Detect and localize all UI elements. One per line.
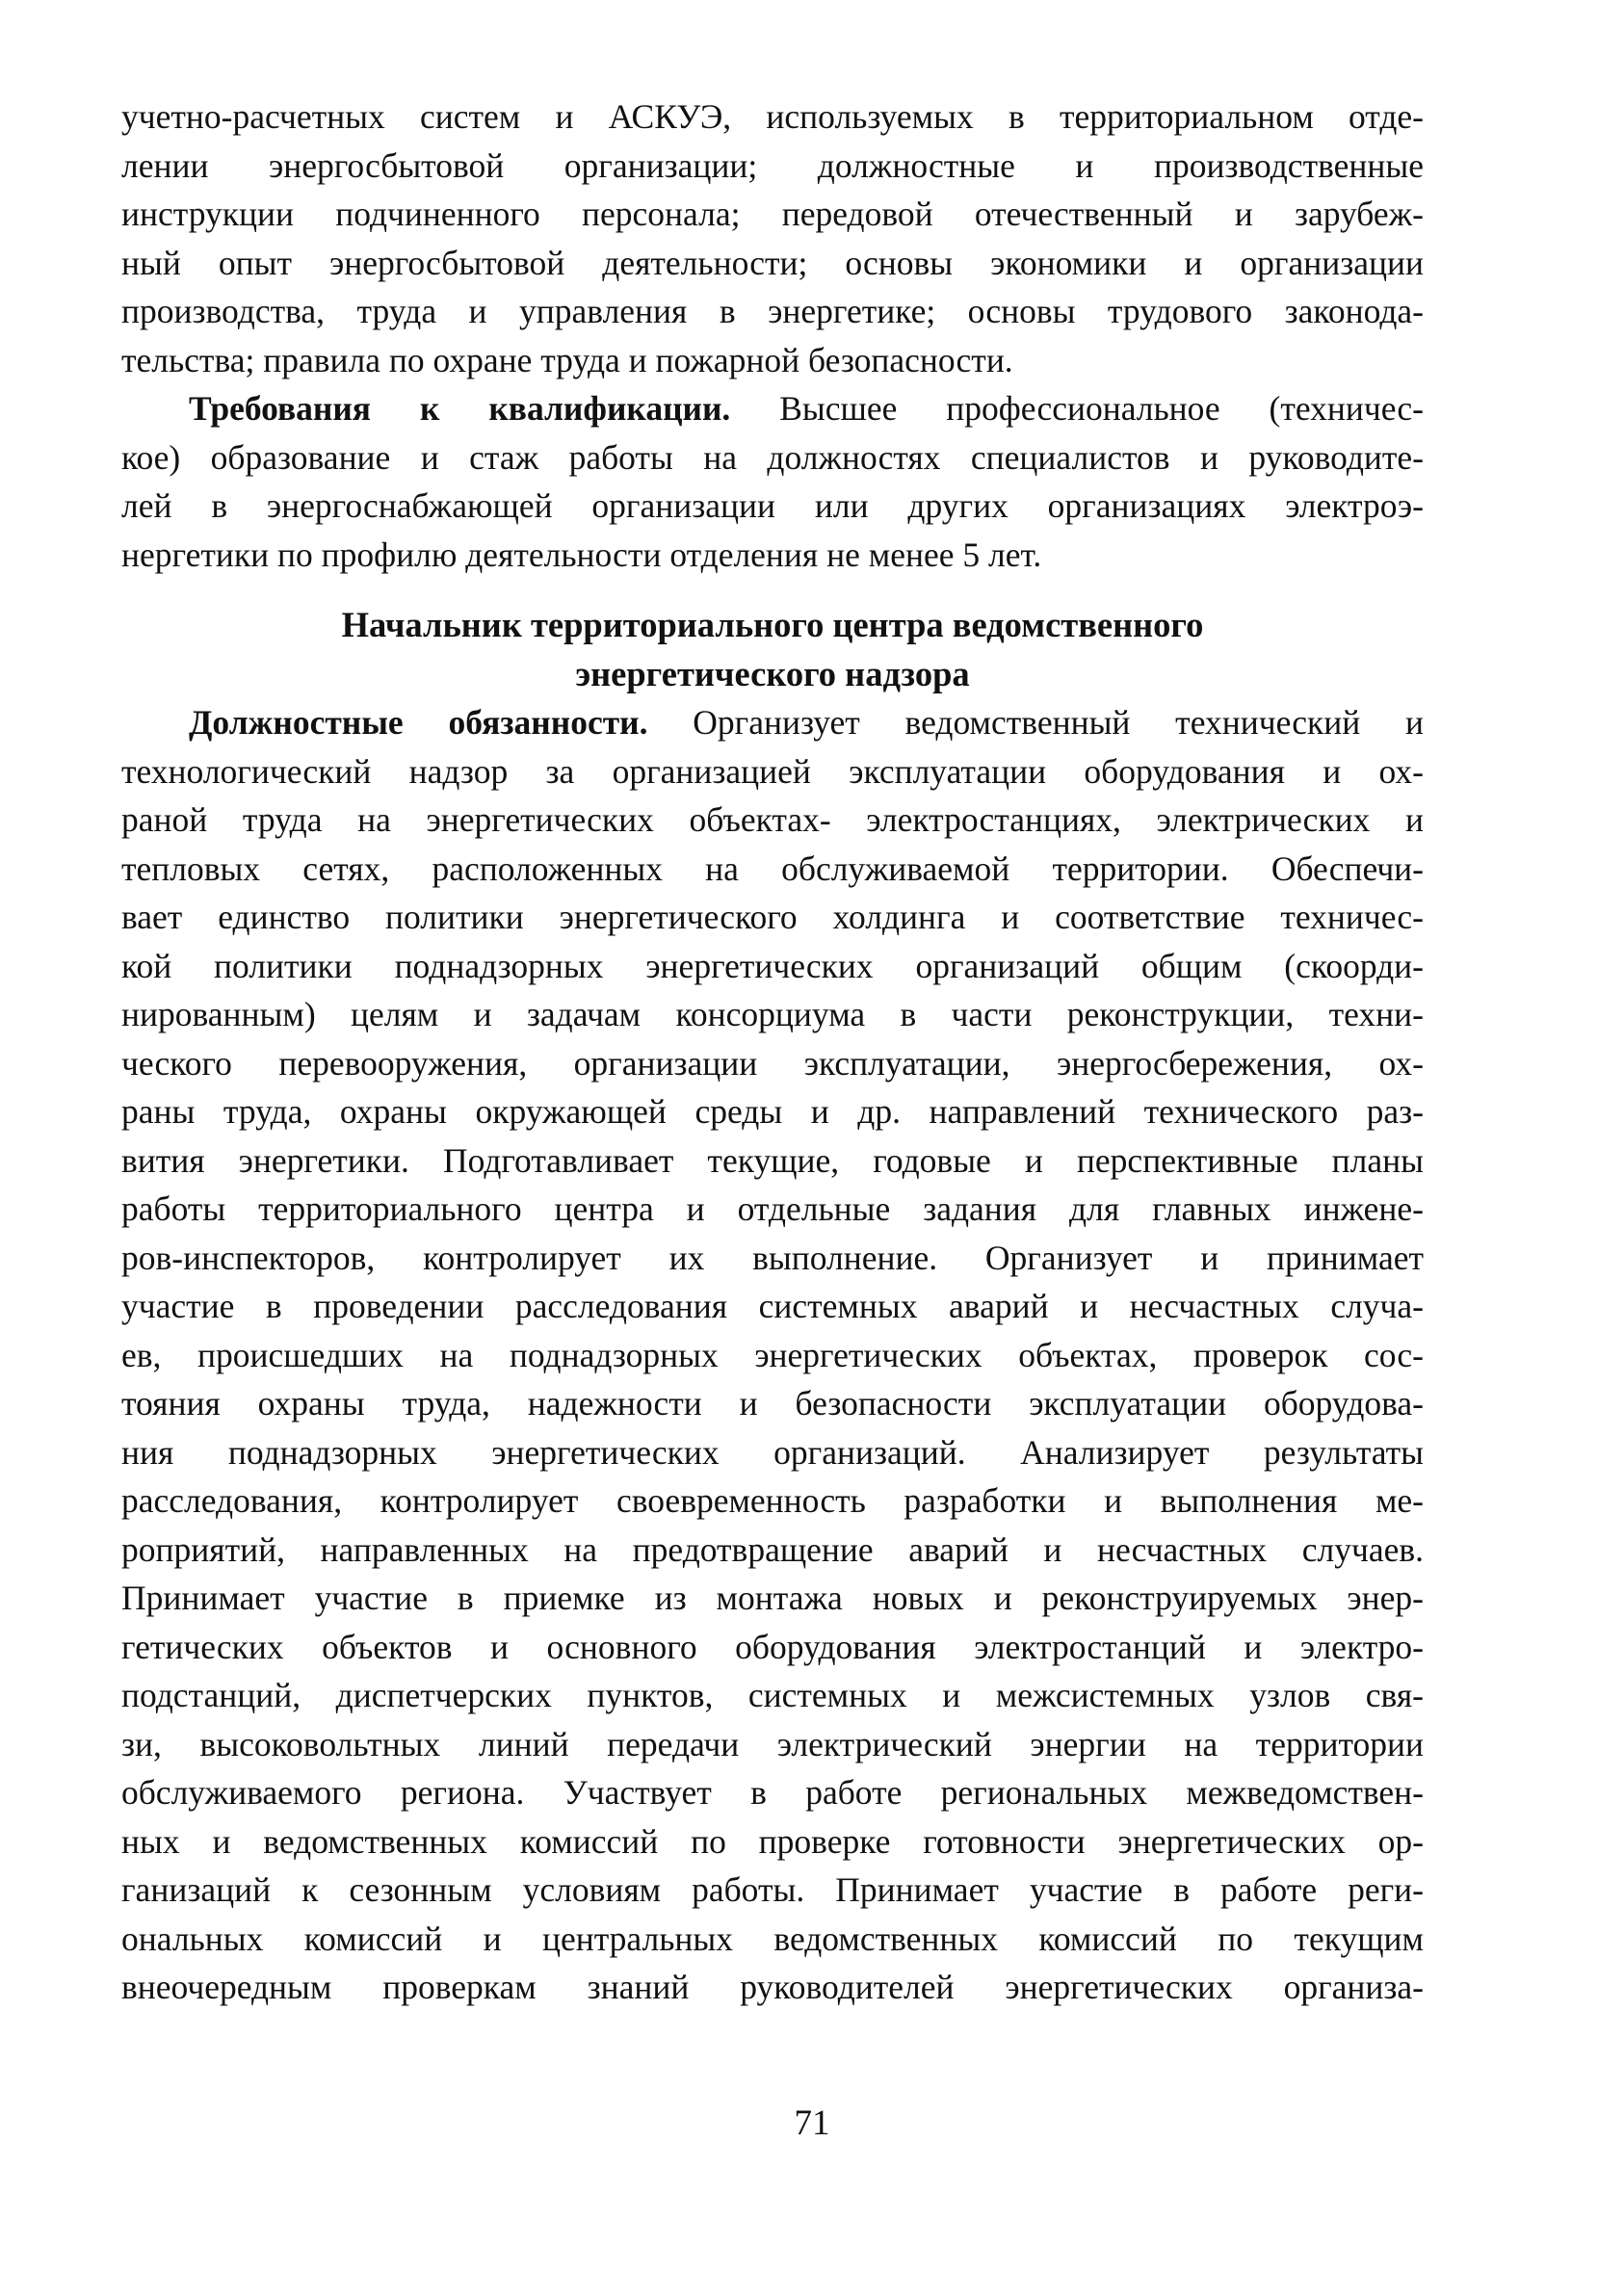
text-line: вает единство политики энергетического холдинга и соответствие техничес- bbox=[121, 898, 1424, 936]
text-line: тепловых сетях, расположенных на обслуживаемой территории. Обеспечи- bbox=[121, 849, 1424, 888]
text-line: внеочередным проверкам знаний руководителей энергетических организа- bbox=[121, 1968, 1424, 2006]
qualification-heading: Требования к квалификации. bbox=[189, 389, 731, 428]
page-number: 71 bbox=[794, 2103, 830, 2143]
text-line: тельства; правила по охране труда и пожарной безопасности. bbox=[121, 340, 1013, 379]
text-line: ров-инспекторов, контролирует их выполнение. Организует и принимает bbox=[121, 1238, 1424, 1277]
text-line: обслуживаемого региона. Участвует в работе региональных межведомствен- bbox=[121, 1773, 1424, 1812]
text-line: зи, высоковольтных линий передачи электрический энергии на территории bbox=[121, 1724, 1424, 1763]
text-line: ческого перевооружения, организации эксплуатации, энергосбережения, ох- bbox=[121, 1043, 1424, 1083]
text-line: технологический надзор за организацией эксплуатации оборудования и ох- bbox=[121, 751, 1424, 791]
text-line: расследования, контролирует своевременность разработки и выполнения ме- bbox=[121, 1481, 1424, 1520]
section-title-line: Начальник территориального центра ведомственного bbox=[341, 605, 1204, 644]
text-line: тояния охраны труда, надежности и безопасности эксплуатации оборудова- bbox=[121, 1384, 1424, 1423]
text-line: ев, происшедших на поднадзорных энергетических объектах, проверок сос- bbox=[121, 1335, 1424, 1374]
text-line: кое) образование и стаж работы на должностях специалистов и руководите- bbox=[121, 437, 1424, 477]
text-fragment: Высшее профессиональное (техничес- bbox=[730, 389, 1424, 428]
text-line: работы территориального центра и отдельные задания для главных инжене- bbox=[121, 1189, 1424, 1228]
text-line: подстанций, диспетчерских пунктов, системных и межсистемных узлов свя- bbox=[121, 1676, 1424, 1714]
text-line: кой политики поднадзорных энергетических организаций общим (скоорди- bbox=[121, 946, 1424, 985]
text-line: раной труда на энергетических объектах- электростанциях, электрических и bbox=[121, 800, 1424, 839]
duties-paragraph bbox=[121, 698, 1424, 2012]
text-line: лении энергосбытовой организации; должностные и производственные bbox=[121, 145, 1424, 185]
text-line: нергетики по профилю деятельности отделения не менее 5 лет. bbox=[121, 535, 1042, 574]
text-line: ональных комиссий и центральных ведомственных комиссий по текущим bbox=[121, 1919, 1424, 1958]
qualification-paragraph bbox=[121, 384, 1424, 579]
text-line: Принимает участие в приемке из монтажа новых и реконструируемых энер- bbox=[121, 1579, 1424, 1617]
text-line: вития энергетики. Подготавливает текущие, годовые и перспективные планы bbox=[121, 1140, 1424, 1180]
text-line: раны труда, охраны окружающей среды и др. направлений технического раз- bbox=[121, 1092, 1424, 1131]
text-line bbox=[121, 384, 1424, 433]
text-line: производства, труда и управления в энергетике; основы трудового законода- bbox=[121, 292, 1424, 330]
text-line: нированным) целям и задачам консорциума в части реконструкции, техни- bbox=[121, 995, 1424, 1033]
text-line: учетно-расчетных систем и АСКУЭ, используемых в территориальном отде- bbox=[121, 97, 1424, 136]
duties-heading: Должностные обязанности. bbox=[189, 703, 648, 742]
text-line: участие в проведении расследования системных аварий и несчастных случа- bbox=[121, 1287, 1424, 1325]
page-body bbox=[121, 92, 1424, 2012]
text-line: гетических объектов и основного оборудования электростанций и электро- bbox=[121, 1627, 1424, 1666]
text-line: роприятий, направленных на предотвращение аварий и несчастных случаев. bbox=[121, 1529, 1424, 1569]
text-line: ганизаций к сезонным условиям работы. Принимает участие в работе реги- bbox=[121, 1870, 1424, 1909]
top-paragraph bbox=[121, 92, 1424, 384]
section-title bbox=[121, 600, 1424, 698]
section-title-line: энергетического надзора bbox=[575, 654, 970, 693]
text-line: лей в энергоснабжающей организации или других организациях электроэ- bbox=[121, 486, 1424, 525]
text-line: ный опыт энергосбытовой деятельности; основы экономики и организации bbox=[121, 243, 1424, 282]
text-line: инструкции подчиненного персонала; передовой отечественный и зарубеж- bbox=[121, 195, 1424, 233]
text-line: ния поднадзорных энергетических организаций. Анализирует результаты bbox=[121, 1432, 1424, 1472]
text-line bbox=[121, 698, 1424, 747]
text-line: ных и ведомственных комиссий по проверке готовности энергетических ор- bbox=[121, 1821, 1424, 1861]
text-fragment: Организует ведомственный технический и bbox=[647, 703, 1424, 742]
